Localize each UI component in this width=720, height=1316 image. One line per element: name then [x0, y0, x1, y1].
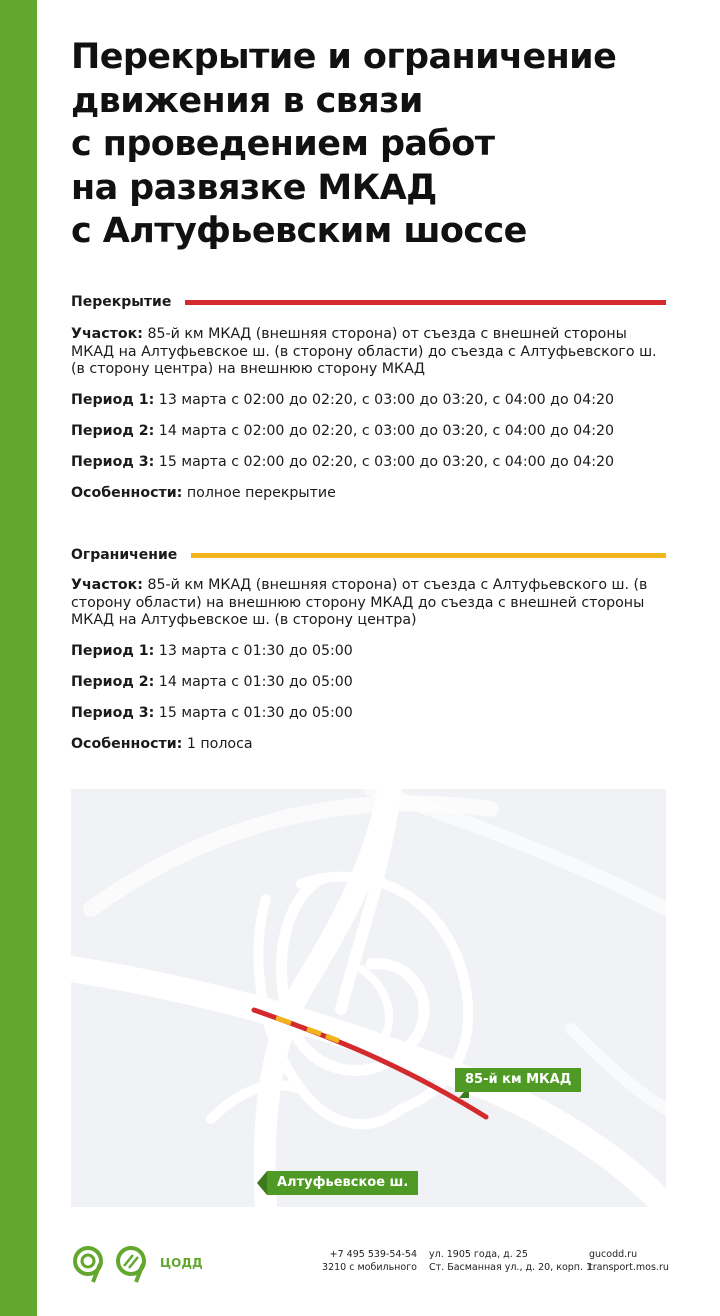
closure-features-label: Особенности:: [71, 485, 183, 501]
closure-period-1-text: 13 марта с 02:00 до 02:20, с 03:00 до 03:20, с 04:00 до 04:20: [154, 392, 615, 408]
footer-address-2: Ст. Басманная ул., д. 20, корп. 1: [429, 1262, 593, 1273]
restriction-period-3-label: Период 3:: [71, 705, 155, 721]
footer: [71, 1244, 671, 1284]
footer-phones: [319, 1248, 417, 1274]
restriction-period-1-text: 13 марта с 01:30 до 05:00: [154, 643, 353, 659]
closure-period-2-text: 14 марта с 02:00 до 02:20, с 03:00 до 03:20, с 04:00 до 04:20: [154, 423, 615, 439]
restriction-features-label: Особенности:: [71, 736, 183, 752]
restriction-period-2-text: 14 марта с 01:30 до 05:00: [154, 674, 353, 690]
restriction-section-desc: [71, 577, 666, 630]
footer-phone[interactable]: +7 495 539-54-54: [329, 1249, 417, 1260]
closure-period-3-text: 15 марта с 02:00 до 02:20, с 03:00 до 03:20, с 04:00 до 04:20: [154, 454, 615, 470]
closure-section-label: Участок:: [71, 326, 143, 342]
mkad-km-label: 85-й км МКАД: [455, 1068, 581, 1092]
restriction-section-label: Участок:: [71, 577, 143, 593]
codd-logo-text: ЦОДД: [160, 1256, 203, 1270]
closure-heading-label: Перекрытие: [71, 294, 172, 310]
footer-addresses: [429, 1248, 592, 1274]
altufyevo-label: Алтуфьевское ш.: [267, 1171, 418, 1195]
footer-address-1: ул. 1905 года, д. 25: [429, 1249, 528, 1260]
footer-site-1[interactable]: gucodd.ru: [589, 1249, 638, 1260]
closure-heading: [71, 292, 666, 312]
closure-period-1: [71, 392, 614, 408]
restriction-heading: [71, 545, 666, 565]
restriction-period-2-label: Период 2:: [71, 674, 155, 690]
restriction-section-text: 85-й км МКАД (внешняя сторона) от съезда с Алтуфьевского ш. (в сторону области) на внешнюю сторону МКАД до съезда с внешней стороны МКАД на Алтуфьевское ш. (в сторону центра): [71, 577, 648, 628]
closure-section: [71, 292, 666, 501]
restriction-period-3-text: 15 марта с 01:30 до 05:00: [154, 705, 353, 721]
closure-period-3-label: Период 3:: [71, 454, 155, 470]
footer-sites: [589, 1248, 669, 1274]
closure-period-2: [71, 423, 614, 439]
interchange-map: [71, 789, 666, 1207]
closure-section-text: 85-й км МКАД (внешняя сторона) от съезда с внешней стороны МКАД на Алтуфьевское ш. (в сторону области) до съезда с Алтуфьевского ш. (в сторону центра) на внешнюю сторону МКАД: [71, 326, 657, 377]
restriction-yellow-line: [191, 553, 666, 558]
footer-mobile: 3210 с мобильного: [322, 1262, 417, 1273]
map-roads: [71, 789, 666, 1207]
closure-period-1-label: Период 1:: [71, 392, 155, 408]
codd-logo-icon: [71, 1244, 155, 1284]
restriction-period-2: [71, 674, 353, 690]
restriction-period-1: [71, 643, 353, 659]
closure-features-text: полное перекрытие: [182, 485, 336, 501]
closure-red-line: [185, 300, 666, 305]
closure-period-2-label: Период 2:: [71, 423, 155, 439]
footer-site-2[interactable]: transport.mos.ru: [589, 1262, 669, 1273]
closure-features: [71, 485, 336, 501]
restriction-heading-label: Ограничение: [71, 547, 178, 563]
restriction-period-1-label: Период 1:: [71, 643, 155, 659]
brand-side-bar: [0, 0, 37, 1316]
closure-period-3: [71, 454, 614, 470]
page-title: Перекрытие и ограничение движения в связи с проведением работ на развязке МКАД с Алтуфьевским шоссе: [71, 37, 617, 251]
restriction-features: [71, 736, 253, 752]
restriction-features-text: 1 полоса: [182, 736, 253, 752]
restriction-section: [71, 545, 666, 752]
closure-section-desc: [71, 326, 666, 379]
restriction-period-3: [71, 705, 353, 721]
